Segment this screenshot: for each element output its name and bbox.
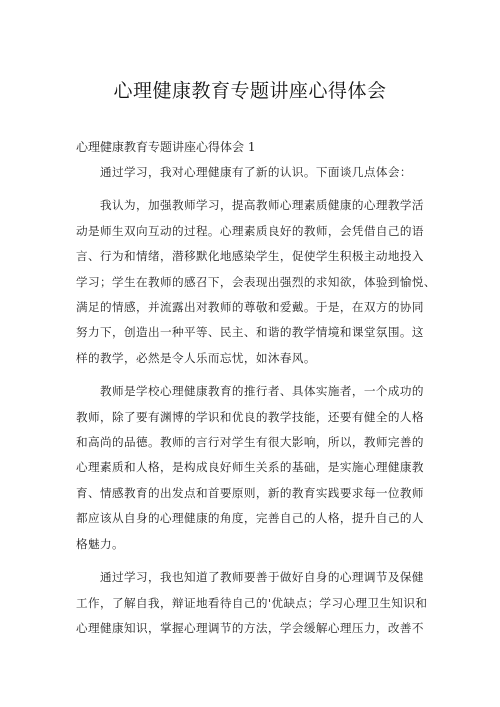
- text-line: 动是师生双向互动的过程。心理素质良好的教师，会凭借自己的语: [76, 223, 424, 238]
- text-line: 工作，了解自我，辩证地看待自己的'优缺点；学习心理卫生知识和: [76, 595, 428, 610]
- section-heading: 心理健康教育专题讲座心得体会 1: [76, 140, 256, 154]
- text-line: 心理素质和人格，是构成良好师生关系的基础，是实施心理健康教: [76, 460, 424, 475]
- paragraph: [76, 379, 436, 557]
- text-line: 样的教学，必然是令人乐而忘忧，如沐春风。: [76, 350, 316, 365]
- text-line: 教师，除了要有渊博的学识和优良的教学技能，还要有健全的人格: [76, 409, 424, 424]
- paragraph: [76, 193, 436, 371]
- document-title: 心理健康教育专题讲座心得体会: [113, 80, 387, 102]
- text-line: 心理健康知识，掌握心理调节的方法，学会缓解心理压力，改善不: [76, 620, 424, 635]
- text-line: 都应该从自身的心理健康的角度，完善自己的人格，提升自己的人: [76, 511, 424, 526]
- text-line: 格魅力。: [76, 536, 124, 551]
- text-line: 通过学习，我对心理健康有了新的认识。下面谈几点体会：: [100, 165, 412, 179]
- text-line: 言、行为和情绪，潜移默化地感染学生，促使学生积极主动地投入: [76, 249, 424, 264]
- text-line: 育、情感教育的出发点和首要原则，新的教育实践要求每一位教师: [76, 485, 424, 500]
- text-line: 通过学习，我也知道了教师要善于做好自身的心理调节及保健: [100, 570, 424, 585]
- text-line: 努力下，创造出一种平等、民主、和谐的教学情境和课堂氛围。这: [76, 325, 424, 340]
- text-line: 学习；学生在教师的感召下，会表现出强烈的求知欲，体验到愉悦、: [76, 274, 436, 289]
- text-line: 和高尚的品德。教师的言行对学生有很大影响，所以，教师完善的: [76, 435, 424, 450]
- text-line: 我认为，加强教师学习，提高教师心理素质健康的心理教学活: [100, 198, 424, 213]
- text-line: 教师是学校心理健康教育的推行者、具体实施者，一个成功的: [100, 384, 424, 399]
- paragraph: [76, 160, 436, 185]
- paragraph: [76, 565, 436, 641]
- text-line: 满足的情感，并流露出对教师的尊敬和爱戴。于是，在双方的协同: [76, 300, 424, 315]
- document-body: [76, 160, 436, 649]
